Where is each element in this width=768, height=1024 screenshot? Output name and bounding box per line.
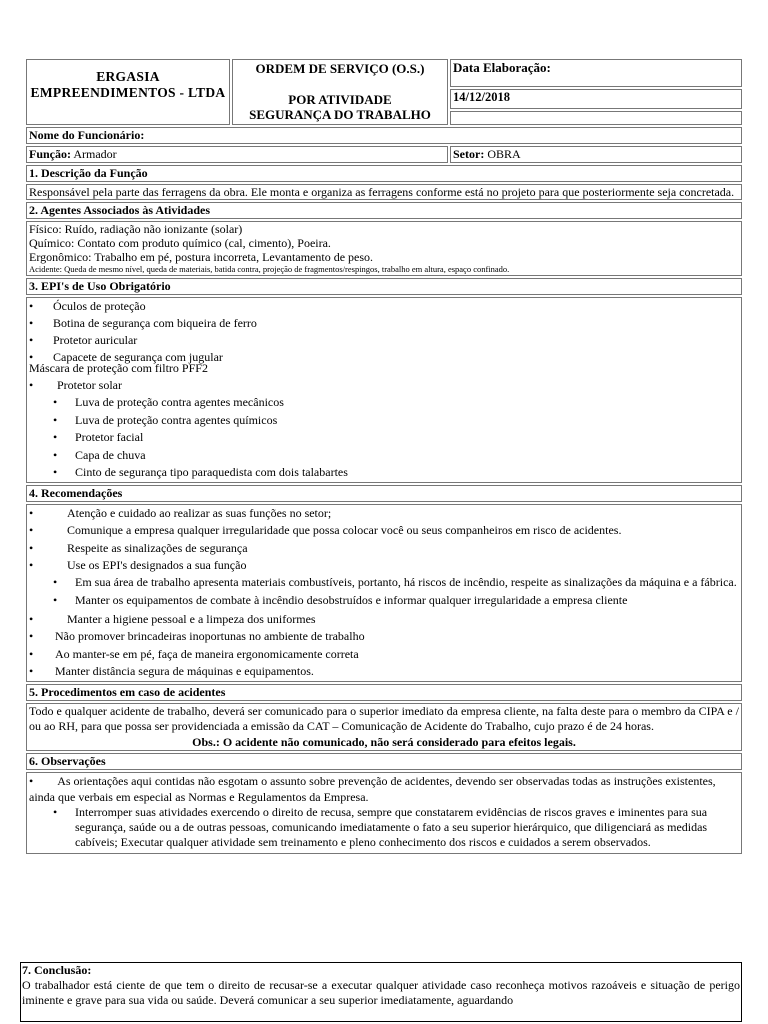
agent-fisico: Físico: Ruído, radiação não ionizante (solar) bbox=[29, 222, 243, 236]
recommendation-item: • Não promover brincadeiras inoportunas no ambiente de trabalho bbox=[29, 628, 739, 646]
epi-item: • Botina de segurança com biqueira de ferro bbox=[29, 315, 739, 332]
epi-item: • Óculos de proteção bbox=[29, 298, 739, 315]
section-5-title: 5. Procedimentos em caso de acidentes bbox=[26, 684, 742, 701]
section-5-obs: Obs.: O acidente não comunicado, não será considerado para efeitos legais. bbox=[192, 734, 576, 749]
agent-quimico: Químico: Contato com produto químico (cal, cimento), Poeira. bbox=[29, 236, 331, 250]
funcao-label: Função: bbox=[29, 147, 71, 161]
funcao-row bbox=[26, 146, 448, 163]
section-4-title: 4. Recomendações bbox=[26, 485, 742, 502]
agent-acidente: Acidente: Queda de mesmo nível, queda de materiais, batida contra, projeção de fragmentos/respingos, trabalho em altura, espaço confinado. bbox=[29, 264, 510, 274]
setor-label: Setor: bbox=[453, 147, 485, 161]
agent-ergonomico: Ergonômico: Trabalho em pé, postura incorreta, Levantamento de peso. bbox=[29, 250, 374, 264]
epi-item: • Capacete de segurança com jugular bbox=[29, 349, 739, 366]
funcao-value: Armador bbox=[73, 147, 117, 161]
data-elaboracao-value: 14/12/2018 bbox=[450, 89, 742, 109]
recommendation-item: • Manter os equipamentos de combate à incêndio desobstruídos e informar qualquer irregularidade a empresa cliente bbox=[29, 593, 739, 608]
section-1-text: Responsável pela parte das ferragens da obra. Ele monta e organiza as ferragens conforme está no projeto para que posteriormente seja concretada. bbox=[26, 184, 742, 200]
os-title-line1: ORDEM DE SERVIÇO (O.S.) bbox=[255, 61, 425, 76]
blank-cell bbox=[450, 111, 742, 125]
recommendation-item: • Ao manter-se em pé, faça de maneira ergonomicamente correta bbox=[29, 646, 739, 664]
section-3-title: 3. EPI's de Uso Obrigatório bbox=[26, 278, 742, 295]
section-5-body bbox=[26, 703, 742, 751]
section-2-title: 2. Agentes Associados às Atividades bbox=[26, 202, 742, 219]
epi-item: • Protetor auricular bbox=[29, 332, 739, 349]
setor-value: OBRA bbox=[487, 147, 521, 161]
setor-row bbox=[450, 146, 742, 163]
data-elaboracao-label: Data Elaboração: bbox=[450, 59, 742, 87]
epi-item: • Capa de chuva bbox=[29, 447, 739, 465]
section-6-title: 6. Observações bbox=[26, 753, 742, 770]
employee-name-label: Nome do Funcionário: bbox=[26, 127, 742, 144]
recommendation-item: • Use os EPI's designados a sua função bbox=[29, 557, 739, 575]
epi-item: • Luva de proteção contra agentes mecânicos bbox=[29, 394, 739, 412]
epi-mascara: Máscara de proteção com filtro PFF2 bbox=[29, 361, 208, 375]
recommendation-item: • Em sua área de trabalho apresenta materiais combustíveis, portanto, há riscos de incêndio, respeite as sinalizações da máquina e a fábrica. bbox=[29, 575, 739, 590]
section-3-body bbox=[26, 297, 742, 483]
os-title bbox=[232, 59, 448, 125]
recommendation-item: • Comunique a empresa qualquer irregularidade que possa colocar você ou seus companheiros em risco de acidentes. bbox=[29, 522, 739, 540]
recommendation-item: • Respeite as sinalizações de segurança bbox=[29, 540, 739, 558]
document-page bbox=[24, 57, 744, 856]
epi-item: • Protetor facial bbox=[29, 429, 739, 447]
section-4-body bbox=[26, 504, 742, 682]
obs-paragraph-2: • Interromper suas atividades exercendo o direito de recusa, sempre que constatarem evidências de riscos graves e iminentes para sua segurança, saúde ou a de outras pessoas, comunicando imediatamente o fato a seu superior hierárquico, que diligenciará as medidas cabíveis; Executar qualquer atividade sem treinamento e pleno conhecimento dos riscos e cuidados a serem observados. bbox=[29, 805, 739, 850]
epi-item: • Cinto de segurança tipo paraquedista com dois talabartes bbox=[29, 464, 739, 482]
os-table bbox=[24, 57, 744, 856]
section-7-title: 7. Conclusão: bbox=[22, 963, 92, 977]
bullet-icon: • bbox=[29, 773, 58, 788]
section-5-text: Todo e qualquer acidente de trabalho, deverá ser comunicado para o superior imediato da empresa cliente, na falta deste para o membro da CIPA e / ou ao RH, para que possa ser providenciada a emissão da CAT – Comunicação de Acidente do Trabalho, cujo prazo é de 24 horas. bbox=[29, 703, 739, 733]
epi-item: • Luva de proteção contra agentes químicos bbox=[29, 412, 739, 430]
section-1-title: 1. Descrição da Função bbox=[26, 165, 742, 182]
recommendation-item: • Manter a higiene pessoal e a limpeza dos uniformes bbox=[29, 611, 739, 629]
section-7-text: O trabalhador está ciente de que tem o direito de recusar-se a executar qualquer atividade caso reconheça motivos razoáveis e situação de perigo iminente e grave para sua vida ou saúde. Deverá comunicar a seu superior imediatamente, aguardando bbox=[22, 978, 740, 1007]
section-6-body bbox=[26, 772, 742, 854]
recommendation-item: • Manter distância segura de máquinas e equipamentos. bbox=[29, 663, 739, 681]
os-title-line2: POR ATIVIDADE SEGURANÇA DO TRABALHO bbox=[249, 92, 431, 122]
conclusion-box bbox=[20, 962, 742, 1022]
epi-protetor-solar: • Protetor solar bbox=[29, 377, 739, 394]
obs-paragraph-1-text: As orientações aqui contidas não esgotam o assunto sobre prevenção de acidentes, devendo ser observadas todas as instruções existentes, ainda que verbais em especial as Normas e Regulamentos da Empresa. bbox=[29, 773, 716, 804]
section-2-body bbox=[26, 221, 742, 276]
company-name: ERGASIA EMPREENDIMENTOS - LTDA bbox=[26, 59, 230, 125]
obs-paragraph-1 bbox=[29, 773, 739, 805]
recommendation-item: • Atenção e cuidado ao realizar as suas funções no setor; bbox=[29, 505, 739, 523]
